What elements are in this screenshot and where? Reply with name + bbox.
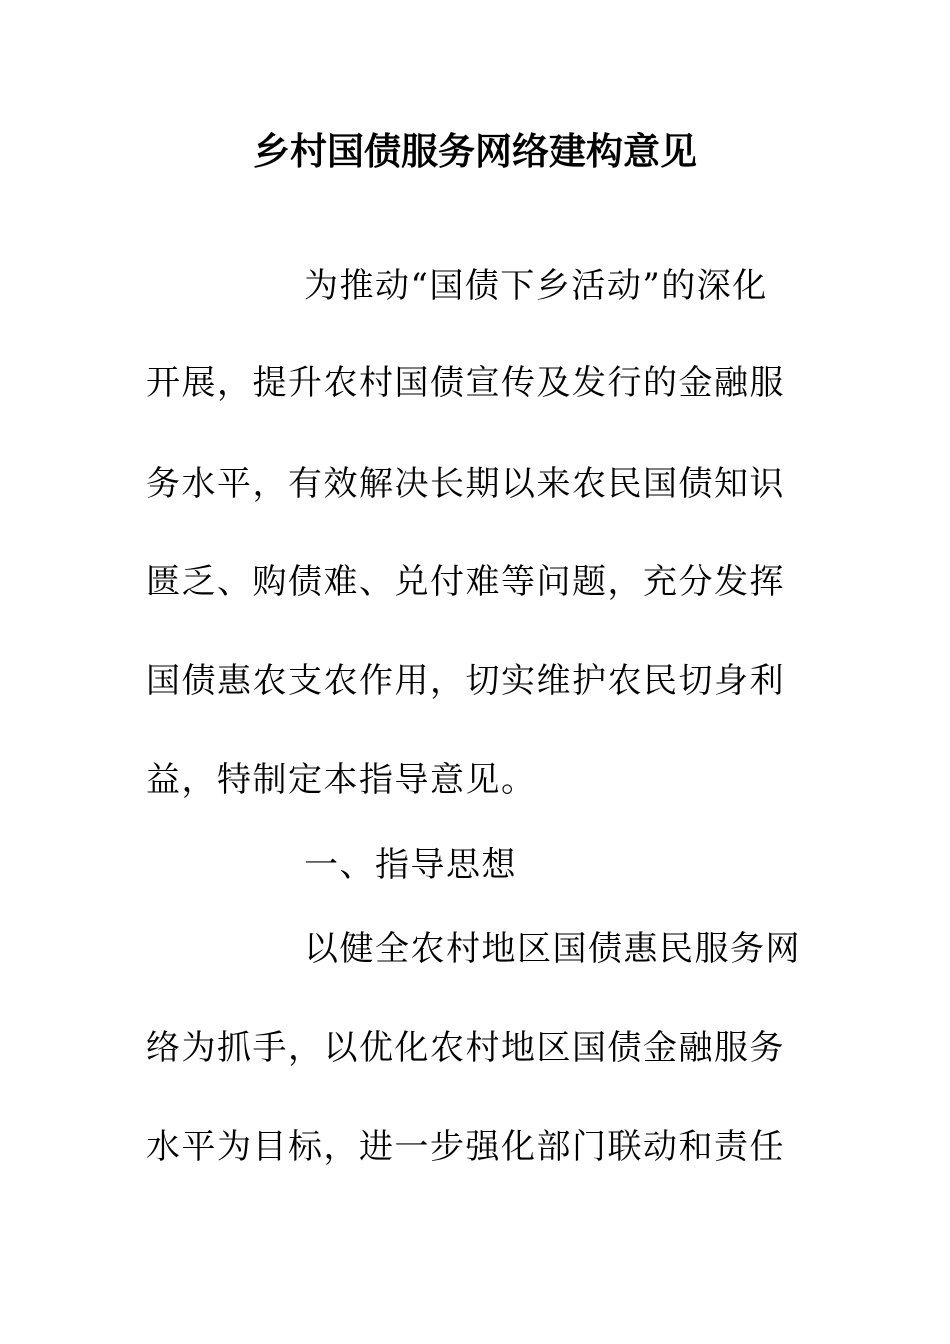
paragraph-line: 国债惠农支农作用，切实维护农民切身利 [146,661,785,701]
paragraph-line: 为推动“国债下乡活动”的深化 [304,266,768,306]
paragraph-line: 络为抓手，以优化农村地区国债金融服务 [146,1028,785,1068]
paragraph-line: 匮乏、购债难、兑付难等问题，充分发挥 [146,562,785,602]
document-title: 乡村国债服务网络建构意见 [253,130,697,173]
paragraph-line: 益，特制定本指导意见。 [146,760,537,800]
paragraph-line: 以健全农村地区国债惠民服务网 [304,929,801,969]
section-heading: 一、指导思想 [304,845,517,885]
paragraph-line: 开展，提升农村国债宣传及发行的金融服 [146,363,785,403]
paragraph-line: 水平为目标，进一步强化部门联动和责任 [146,1127,785,1167]
paragraph-line: 务水平，有效解决长期以来农民国债知识 [146,464,785,504]
